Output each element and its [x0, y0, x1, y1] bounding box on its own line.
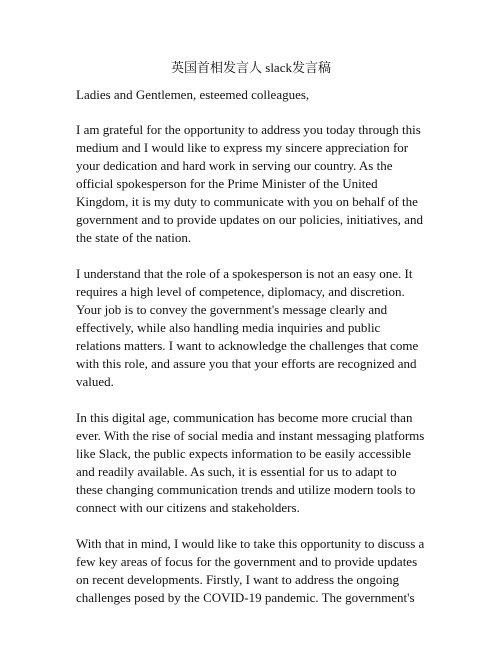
paragraph-line: few key areas of focus for the government and to provide updates: [76, 554, 418, 569]
document-title: 英国首相发言人 slack发言稿: [171, 60, 331, 75]
paragraph-line: official spokesperson for the Prime Minister of the United: [76, 176, 378, 191]
paragraph-line: connect with our citizens and stakeholders.: [76, 500, 300, 515]
paragraph-line: Your job is to convey the government's message clearly and: [76, 302, 388, 317]
paragraph-line: on recent developments. Firstly, I want to address the ongoing: [76, 572, 400, 587]
paragraph-line: with this role, and assure you that your efforts are recognized and: [76, 356, 417, 371]
paragraph-line: requires a high level of competence, diplomacy, and discretion.: [76, 284, 405, 299]
paragraph-line: challenges posed by the COVID-19 pandemic. The government's: [76, 590, 415, 605]
paragraph-line: the state of the nation.: [76, 230, 192, 245]
paragraph-line: In this digital age, communication has become more crucial than: [76, 410, 413, 425]
paragraph-3: [76, 409, 428, 517]
paragraph-line: government and to provide updates on our policies, initiatives, and: [76, 212, 423, 227]
document-body: [76, 86, 428, 607]
paragraph-line: and readily available. As such, it is essential for us to adapt to: [76, 464, 397, 479]
paragraph-line: like Slack, the public expects information to be easily accessible: [76, 446, 412, 461]
greeting-line: Ladies and Gentlemen, esteemed colleagues,: [76, 87, 310, 102]
paragraph-line: relations matters. I want to acknowledge the challenges that come: [76, 338, 419, 353]
paragraph-2: [76, 265, 428, 391]
paragraph-line: I am grateful for the opportunity to address you today through this: [76, 122, 421, 137]
paragraph-line: these changing communication trends and utilize modern tools to: [76, 482, 416, 497]
paragraph-line: With that in mind, I would like to take this opportunity to discuss a: [76, 536, 425, 551]
paragraph-line: your dedication and hard work in serving our country. As the: [76, 158, 393, 173]
paragraph-line: effectively, while also handling media inquiries and public: [76, 320, 381, 335]
paragraph-line: I understand that the role of a spokesperson is not an easy one. It: [76, 266, 413, 281]
paragraph-line: medium and I would like to express my sincere appreciation for: [76, 140, 409, 155]
paragraph-4: [76, 535, 428, 607]
paragraph-1: [76, 121, 428, 247]
paragraph-line: Kingdom, it is my duty to communicate with you on behalf of the: [76, 194, 418, 209]
paragraph-line: ever. With the rise of social media and instant messaging platforms: [76, 428, 425, 443]
paragraph-line: valued.: [76, 374, 114, 389]
